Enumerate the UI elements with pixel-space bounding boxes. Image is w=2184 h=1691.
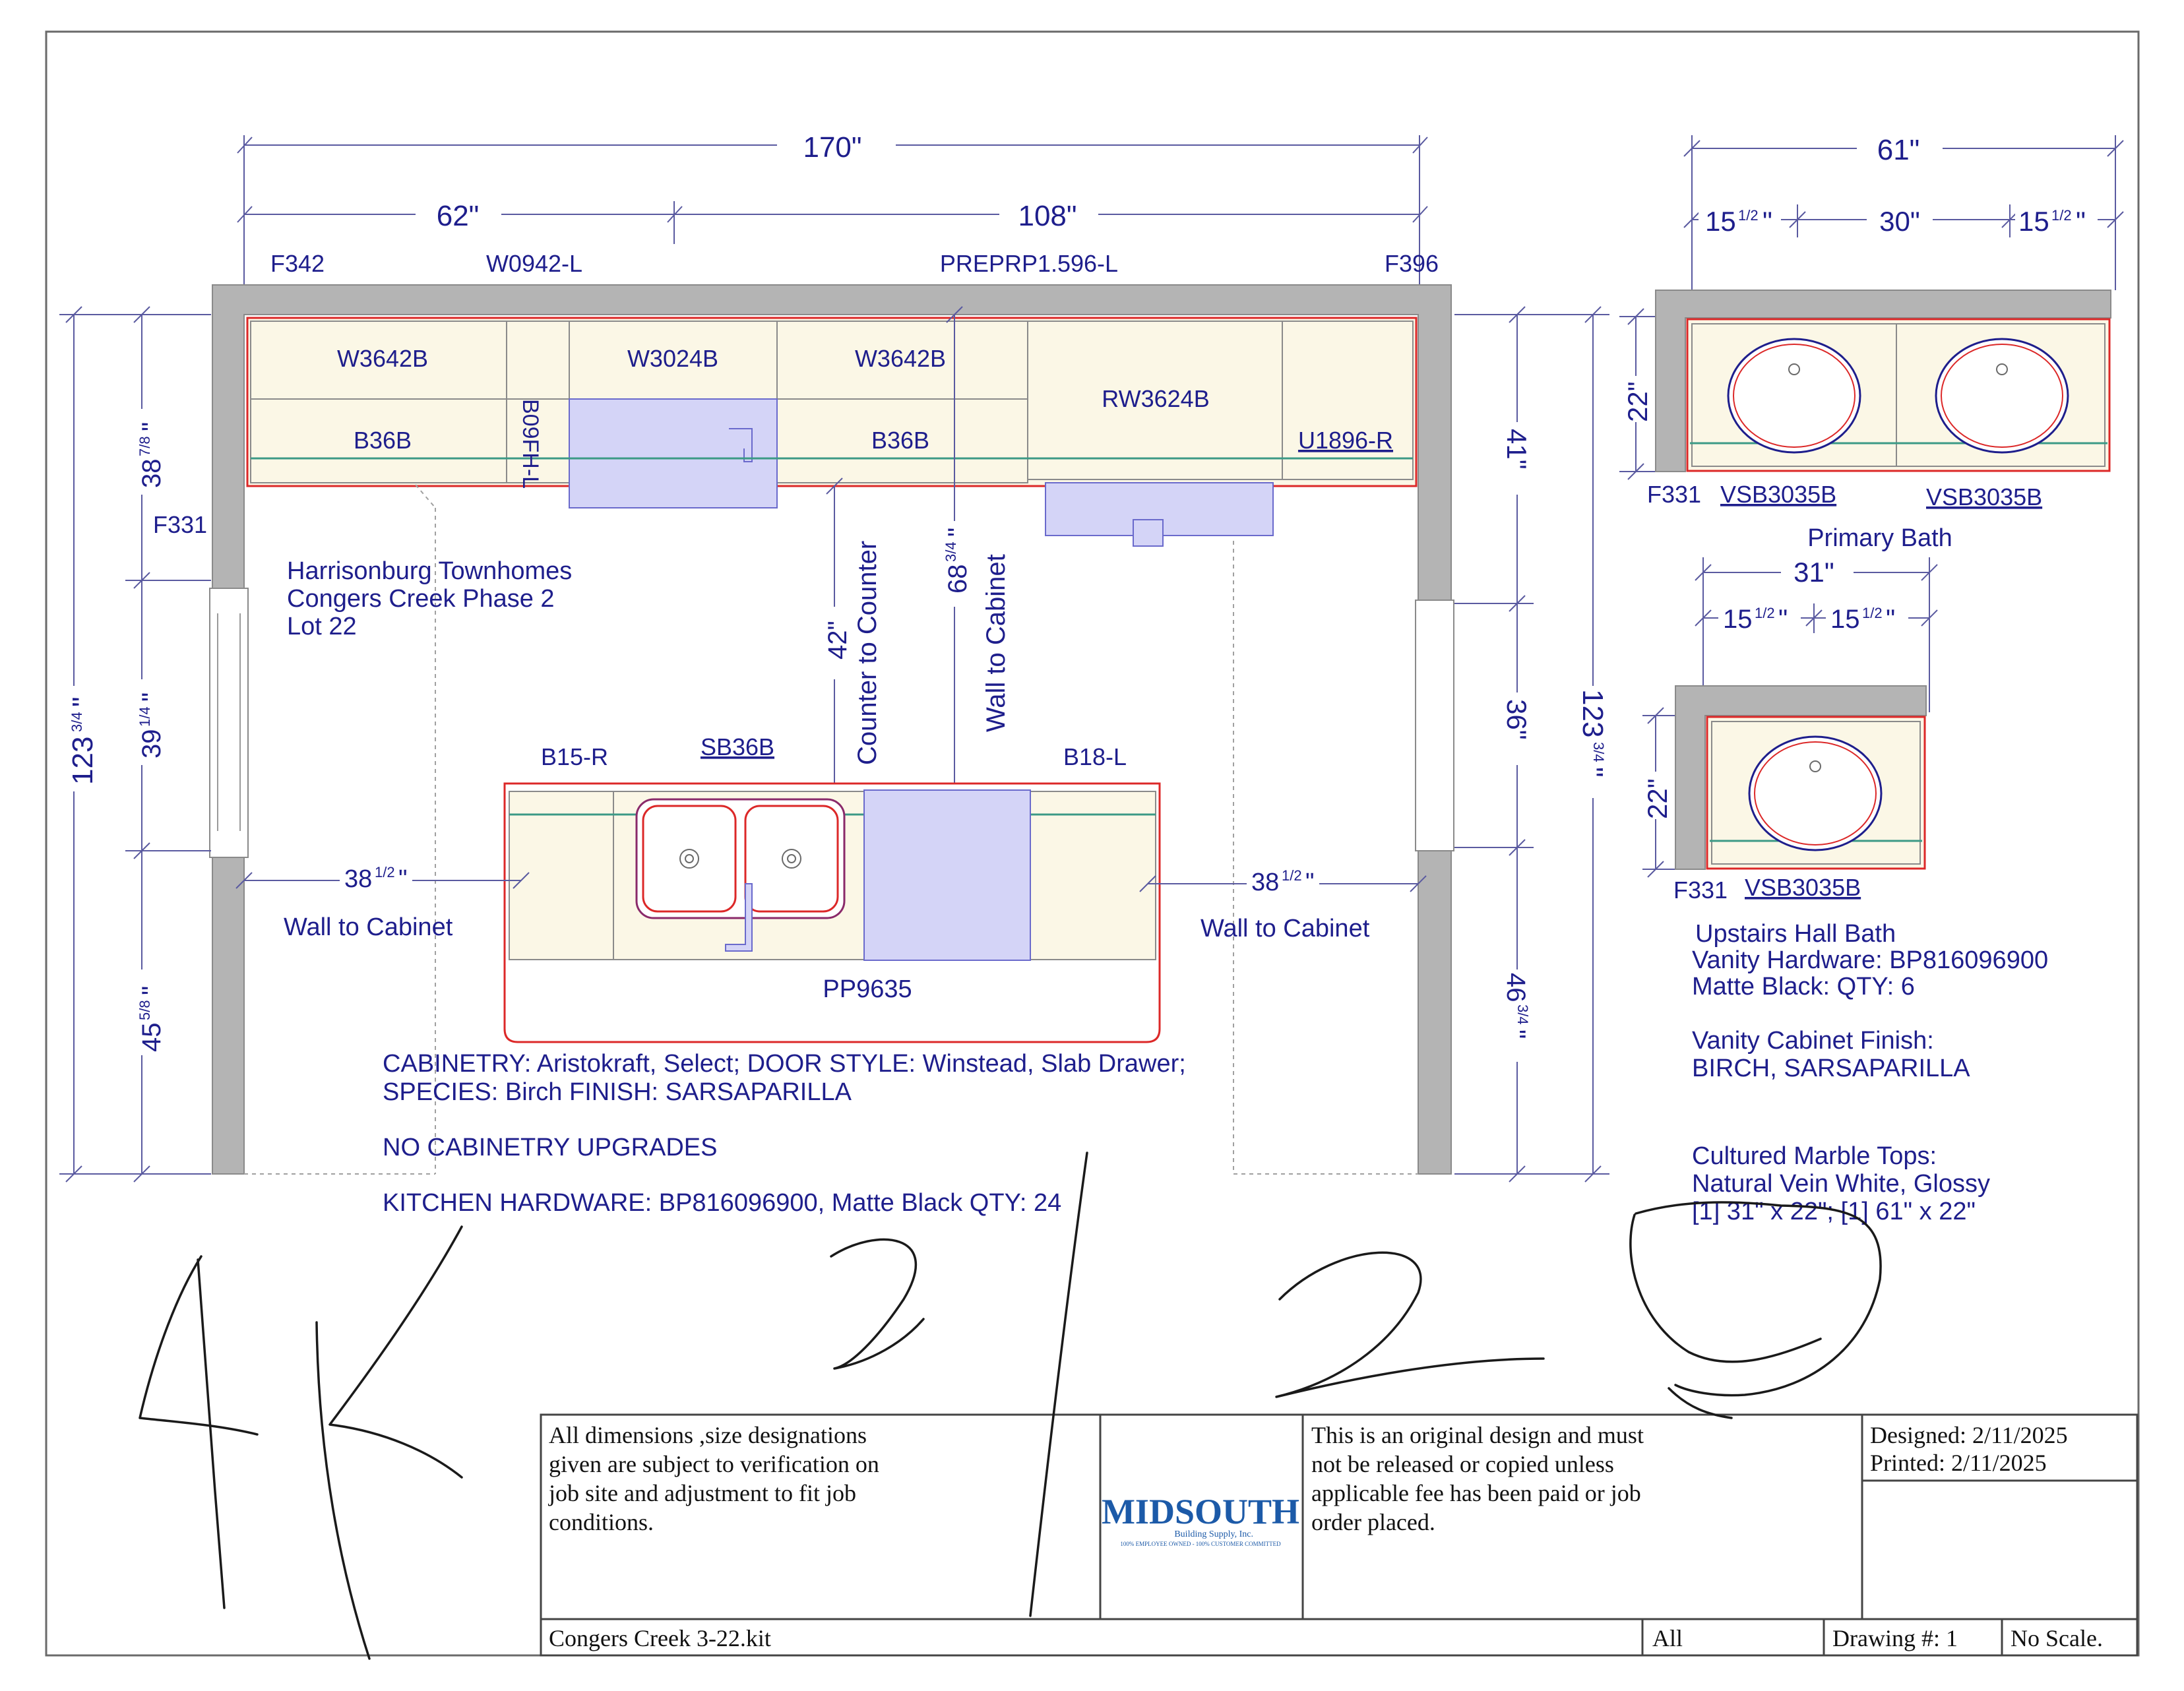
label-u1896: U1896-R: [1297, 427, 1394, 454]
label-w3642b-right: W3642B: [854, 345, 947, 372]
dim-170-label: 170": [803, 131, 862, 164]
svg-text:": ": [2076, 206, 2086, 237]
svg-text:": ": [137, 985, 166, 995]
copyright-line-2: not be released or copied unless: [1311, 1451, 1614, 1477]
pb-label-vanity-left: VSB3035B: [1720, 481, 1837, 508]
svg-text:7/8: 7/8: [137, 436, 153, 456]
label-b18l: B18-L: [1063, 743, 1127, 770]
svg-text:1/2: 1/2: [1862, 605, 1883, 621]
drawing-number: Drawing #: 1: [1832, 1625, 1958, 1651]
dim-45-left: [137, 986, 166, 1052]
svg-text:": ": [1305, 869, 1315, 896]
right-door-opening: [1416, 600, 1454, 851]
dim-38-left: [137, 422, 166, 488]
copyright-line-3: applicable fee has been paid or job: [1311, 1480, 1641, 1506]
svg-text:46: 46: [1501, 973, 1530, 1002]
svg-text:": ": [1501, 1030, 1530, 1039]
label-b09fh: B09FH-L: [518, 399, 543, 489]
printed-date: Printed: 2/11/2025: [1870, 1450, 2047, 1476]
view-name: All: [1652, 1625, 1683, 1651]
label-b15r: B15-R: [541, 743, 609, 770]
svg-text:": ": [943, 527, 972, 537]
project-line-1: Harrisonburg Townhomes: [287, 557, 573, 585]
svg-text:15: 15: [1830, 605, 1860, 634]
svg-text:": ": [1763, 206, 1772, 237]
hb-label-vanity: VSB3035B: [1745, 874, 1861, 901]
svg-text:3/4: 3/4: [943, 541, 959, 562]
svg-text:38: 38: [1251, 869, 1280, 896]
note-species: SPECIES: Birch FINISH: SARSAPARILLA: [383, 1078, 852, 1106]
dim-62-label: 62": [436, 200, 480, 232]
hb-note-hardware: Vanity Hardware: BP816096900: [1692, 946, 2049, 974]
svg-text:": ": [1576, 767, 1609, 778]
designed-date: Designed: 2/11/2025: [1870, 1422, 2068, 1448]
svg-text:1/4: 1/4: [137, 706, 153, 727]
hall-bath-plan: [1641, 555, 2048, 1225]
label-sb36b: SB36B: [700, 733, 775, 760]
pb-sink-right: [1936, 339, 2068, 452]
dim-41-right: 41": [1501, 429, 1532, 470]
svg-text:15: 15: [1705, 206, 1736, 237]
hb-note-marble-label: Cultured Marble Tops:: [1692, 1142, 1937, 1170]
dim-42-counter: 42": [823, 621, 852, 660]
midsouth-logo: [1102, 1492, 1299, 1547]
disclaimer-line-2: given are subject to verification on: [549, 1451, 879, 1477]
pb-sink-left: [1728, 339, 1860, 452]
primary-bath-plan: [1619, 131, 2123, 552]
disclaimer-line-3: job site and adjustment to fit job: [549, 1480, 856, 1506]
svg-text:MIDSOUTH: MIDSOUTH: [1101, 1492, 1300, 1531]
label-f331-kitchen: F331: [153, 511, 208, 538]
svg-text:3/4: 3/4: [1590, 742, 1607, 762]
svg-text:": ": [137, 692, 166, 702]
label-pp9635: PP9635: [823, 975, 912, 1003]
svg-text:1/2: 1/2: [375, 864, 395, 880]
pb-label-f331: F331: [1647, 481, 1702, 508]
label-rw3624b: RW3624B: [1102, 385, 1210, 412]
hb-note-marble-sizes: [1] 31" x 22"; [1] 61" x 22": [1692, 1198, 1976, 1225]
label-counter-to-counter: Counter to Counter: [853, 540, 882, 765]
left-door-opening: [210, 588, 248, 857]
hb-label-f331: F331: [1673, 876, 1728, 904]
pb-title: Primary Bath: [1807, 524, 1952, 552]
pb-dim-61: 61": [1877, 134, 1920, 166]
label-preprp: PREPRP1.596-L: [939, 250, 1119, 277]
scale-note: No Scale.: [2011, 1625, 2103, 1651]
hb-dim-31: 31": [1794, 557, 1834, 588]
dim-36-right: 36": [1501, 699, 1532, 740]
note-no-upgrades: NO CABINETRY UPGRADES: [383, 1134, 718, 1161]
svg-text:1/2: 1/2: [1282, 867, 1302, 884]
dishwasher-appliance: [569, 399, 777, 508]
label-wall-to-cabinet-vertical: Wall to Cabinet: [982, 554, 1011, 732]
file-name: Congers Creek 3-22.kit: [549, 1625, 771, 1651]
label-f342: F342: [270, 250, 325, 277]
range-appliance: [1045, 483, 1273, 546]
label-wall-to-cabinet-left: Wall to Cabinet: [284, 913, 453, 941]
svg-text:1/2: 1/2: [2051, 207, 2072, 224]
svg-text:": ": [1886, 605, 1896, 634]
kitchen-plan: [56, 127, 1612, 1217]
svg-text:123: 123: [67, 736, 99, 785]
dim-108-label: 108": [1018, 200, 1077, 232]
label-w3642b-left: W3642B: [336, 345, 429, 372]
svg-text:123: 123: [1576, 689, 1609, 738]
svg-text:": ": [1778, 605, 1788, 634]
disclaimer-line-1: All dimensions ,size designations: [549, 1422, 867, 1448]
label-w3024b: W3024B: [627, 345, 719, 372]
hb-note-marble: Natural Vein White, Glossy: [1692, 1170, 1990, 1198]
title-block: [541, 1415, 2137, 1655]
pb-label-vanity-right: VSB3035B: [1926, 483, 2043, 510]
svg-text:39: 39: [137, 729, 166, 758]
svg-text:68: 68: [943, 564, 972, 594]
svg-text:": ": [398, 865, 408, 893]
svg-text:": ": [67, 696, 99, 707]
svg-text:Building Supply, Inc.: Building Supply, Inc.: [1174, 1529, 1253, 1539]
hb-note-finish-label: Vanity Cabinet Finish:: [1692, 1027, 1934, 1055]
label-w0942: W0942-L: [485, 250, 583, 277]
svg-text:100% EMPLOYEE OWNED - 100% CUS: 100% EMPLOYEE OWNED - 100% CUSTOMER COMMITTED: [1120, 1541, 1281, 1547]
svg-text:38: 38: [344, 865, 373, 893]
svg-text:15: 15: [2018, 206, 2049, 237]
dim-39-left: [137, 692, 166, 758]
copyright-line-4: order placed.: [1311, 1509, 1435, 1535]
label-b36b-left: B36B: [353, 427, 412, 454]
hb-title: Upstairs Hall Bath: [1695, 920, 1896, 948]
copyright-line-1: This is an original design and must: [1311, 1422, 1644, 1448]
hb-dim-22: 22": [1642, 778, 1673, 819]
svg-text:15: 15: [1723, 605, 1753, 634]
svg-text:1/2: 1/2: [1738, 207, 1759, 224]
dim-68-wall: [943, 528, 972, 594]
hb-note-matte-black: Matte Black: QTY: 6: [1692, 973, 1915, 1000]
svg-text:3/4: 3/4: [1514, 1004, 1531, 1025]
pb-dim-22: 22": [1622, 381, 1653, 422]
pb-dim-30: 30": [1879, 206, 1920, 237]
svg-text:": ": [137, 421, 166, 431]
hb-note-finish: BIRCH, SARSAPARILLA: [1692, 1055, 1970, 1082]
svg-text:5/8: 5/8: [137, 1000, 153, 1020]
project-line-3: Lot 22: [287, 613, 357, 640]
note-kitchen-hardware: KITCHEN HARDWARE: BP816096900, Matte Black QTY: 24: [383, 1189, 1062, 1217]
svg-text:3/4: 3/4: [69, 712, 85, 732]
label-f396: F396: [1384, 250, 1439, 277]
svg-text:38: 38: [137, 458, 166, 488]
project-line-2: Congers Creek Phase 2: [287, 585, 555, 613]
label-wall-to-cabinet-right: Wall to Cabinet: [1201, 915, 1370, 942]
svg-text:45: 45: [137, 1022, 166, 1052]
handwritten-initials-date: [140, 1153, 1881, 1659]
disclaimer-line-4: conditions.: [549, 1509, 654, 1535]
svg-text:1/2: 1/2: [1755, 605, 1775, 621]
note-cabinetry: CABINETRY: Aristokraft, Select; DOOR STYLE: Winstead, Slab Drawer;: [383, 1050, 1186, 1078]
label-b36b-right: B36B: [871, 427, 930, 454]
hb-sink: [1749, 737, 1881, 850]
